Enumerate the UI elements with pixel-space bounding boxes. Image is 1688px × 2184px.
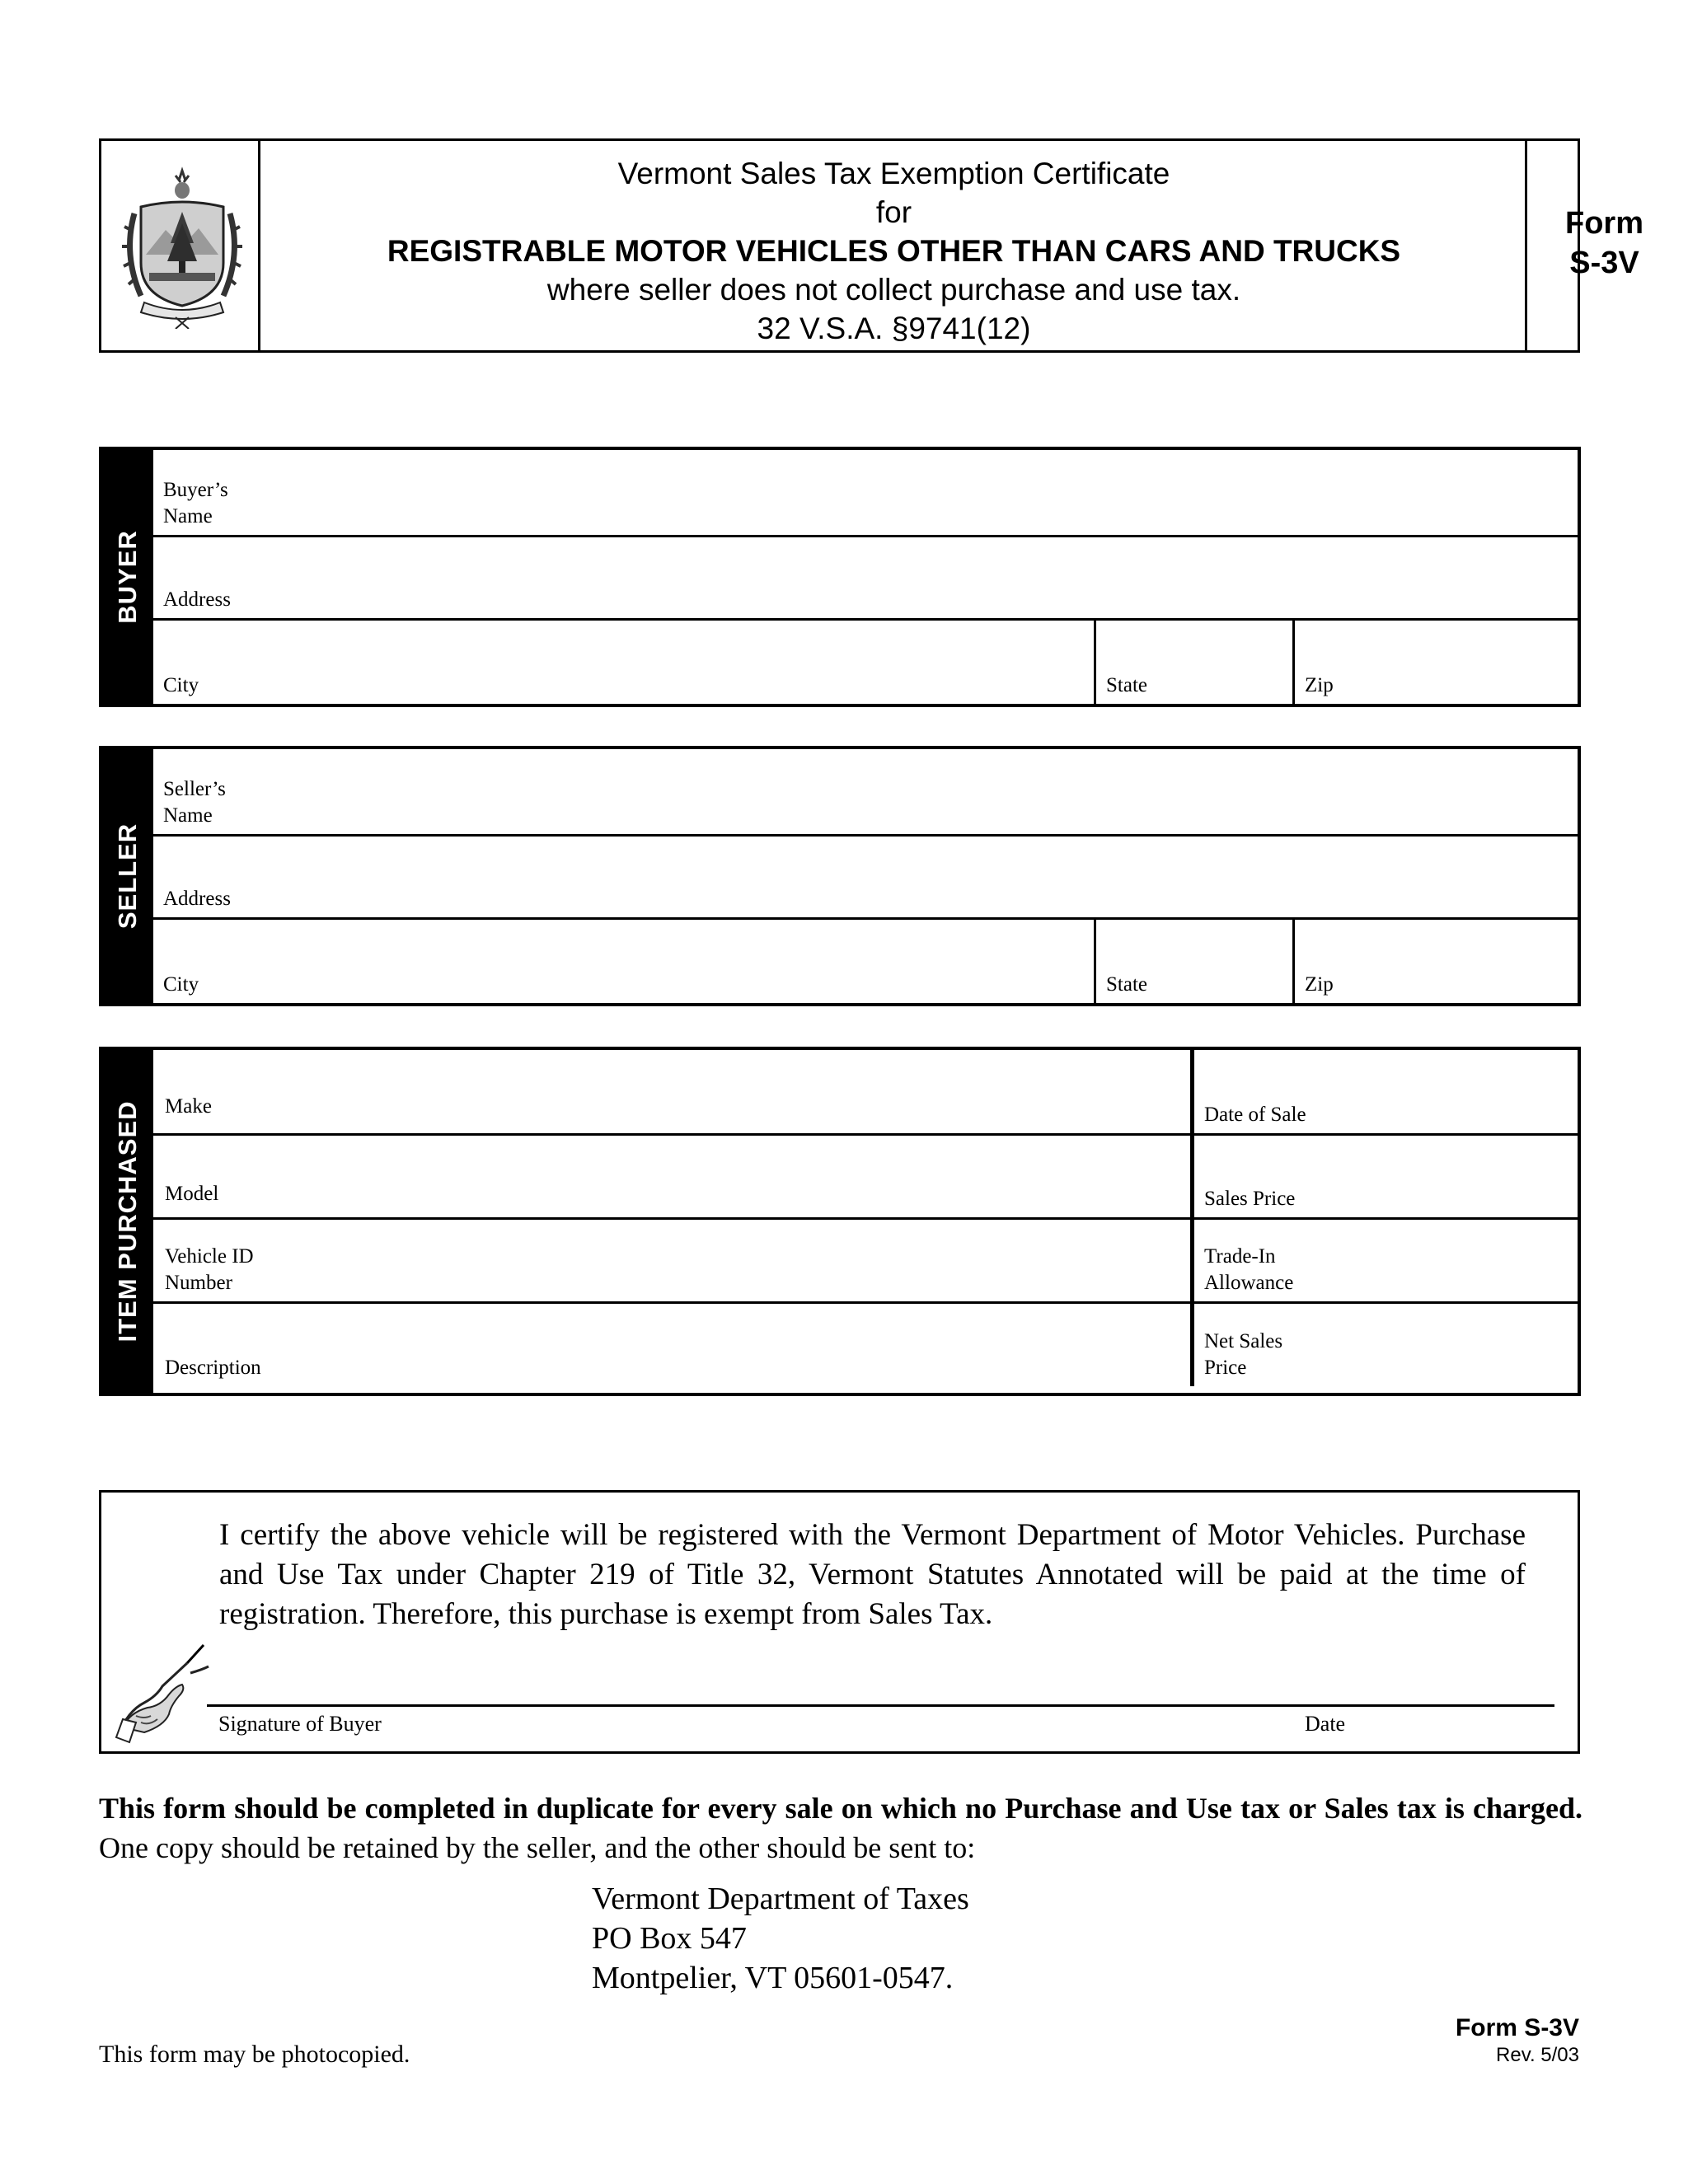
footer-revision: Rev. 5/03 <box>1496 2044 1579 2066</box>
buyer-address-field[interactable] <box>153 537 1578 621</box>
footer-form-id <box>1456 2013 1579 2068</box>
signature-label: Signature of Buyer <box>218 1712 382 1736</box>
address-line-3: Montpelier, VT 05601-0547. <box>592 1961 954 1995</box>
seller-address-label: Address <box>163 888 231 910</box>
seller-city-label: City <box>163 973 199 996</box>
seller-side-label: SELLER <box>113 823 142 930</box>
model-label: Model <box>165 1183 219 1205</box>
buyer-side-label: BUYER <box>113 530 142 624</box>
item-side-label: ITEM PURCHASED <box>113 1100 142 1343</box>
buyer-section <box>99 447 1581 707</box>
buyer-state-field[interactable] <box>1094 621 1292 704</box>
model-field[interactable] <box>153 1136 1190 1217</box>
title-block <box>260 141 1527 350</box>
form-id-cell <box>1525 141 1681 350</box>
footer-form-number: Form S-3V <box>1455 2014 1579 2041</box>
photocopy-note: This form may be photocopied. <box>99 2041 410 2068</box>
signature-date-label: Date <box>1305 1712 1346 1736</box>
seller-state-field[interactable] <box>1094 920 1292 1003</box>
seller-zip-field[interactable] <box>1292 920 1578 1003</box>
sales-price-label: Sales Price <box>1204 1188 1296 1210</box>
buyer-state-label: State <box>1106 674 1147 696</box>
seller-zip-label: Zip <box>1305 973 1334 996</box>
seller-side-bar <box>102 749 153 1003</box>
form-number: S-3V <box>1569 246 1639 280</box>
date-of-sale-field[interactable] <box>1190 1050 1578 1133</box>
instructions-bold: This form should be completed in duplicate for every sale on which no Purchase and Use tax or Sales tax is charged. <box>99 1792 1582 1825</box>
vehicle-id-label: Vehicle ID Number <box>165 1245 254 1294</box>
item-row-2 <box>153 1136 1578 1220</box>
buyer-name-label: Buyer’s Name <box>163 479 228 527</box>
certification-box <box>99 1490 1580 1754</box>
seller-name-field[interactable] <box>153 749 1578 837</box>
make-field[interactable] <box>153 1050 1190 1133</box>
trade-in-field[interactable] <box>1190 1220 1578 1301</box>
mailing-address <box>592 1879 969 1998</box>
instructions-normal: One copy should be retained by the seller, and the other should be sent to: <box>99 1831 976 1864</box>
seller-section <box>99 746 1581 1006</box>
sales-price-field[interactable] <box>1190 1136 1578 1217</box>
net-sales-price-label: Net Sales Price <box>1204 1330 1283 1379</box>
buyer-side-bar <box>102 450 153 704</box>
buyer-city-row <box>153 621 1578 704</box>
seller-state-label: State <box>1106 973 1147 996</box>
title-line-2: for <box>875 195 912 229</box>
certification-text: I certify the above vehicle will be registered with the Vermont Department of Motor Vehicles. Purchase and Use Tax under Chapter 219 of Title 32, Vermont Statutes Annotated will be paid at the time of registration. Therefore, this purchase is exempt from Sales Tax. <box>219 1518 1526 1631</box>
title-line-3: REGISTRABLE MOTOR VEHICLES OTHER THAN CARS AND TRUCKS <box>387 234 1401 268</box>
vermont-seal-icon <box>116 164 248 329</box>
buyer-name-field[interactable] <box>153 450 1578 537</box>
buyer-zip-label: Zip <box>1305 674 1334 696</box>
seller-city-field[interactable] <box>153 920 1094 1003</box>
title-line-1: Vermont Sales Tax Exemption Certificate <box>617 157 1170 190</box>
buyer-address-label: Address <box>163 588 231 611</box>
item-row-1 <box>153 1050 1578 1136</box>
seal-cell <box>101 141 260 350</box>
hand-writing-icon <box>111 1637 210 1744</box>
vehicle-id-field[interactable] <box>153 1220 1190 1301</box>
title-line-5: 32 V.S.A. §9741(12) <box>757 312 1031 345</box>
address-line-1: Vermont Department of Taxes <box>592 1882 969 1916</box>
instructions-paragraph <box>99 1788 1582 1868</box>
address-line-2: PO Box 547 <box>592 1921 747 1956</box>
buyer-city-field[interactable] <box>153 621 1094 704</box>
net-sales-price-field[interactable] <box>1190 1304 1578 1386</box>
item-row-4 <box>153 1304 1578 1386</box>
description-field[interactable] <box>153 1304 1190 1386</box>
seller-city-row <box>153 920 1578 1003</box>
buyer-zip-field[interactable] <box>1292 621 1578 704</box>
item-row-3 <box>153 1220 1578 1304</box>
seller-name-label: Seller’s Name <box>163 778 226 827</box>
description-label: Description <box>165 1357 261 1379</box>
signature-line[interactable] <box>207 1704 1554 1707</box>
make-label: Make <box>165 1095 212 1118</box>
item-side-bar <box>102 1050 153 1393</box>
date-of-sale-label: Date of Sale <box>1204 1104 1306 1126</box>
item-purchased-section <box>99 1047 1581 1396</box>
form-word: Form <box>1565 206 1643 241</box>
form-header <box>99 138 1643 353</box>
seller-address-field[interactable] <box>153 837 1578 920</box>
title-line-4: where seller does not collect purchase and use tax. <box>546 273 1241 307</box>
buyer-city-label: City <box>163 674 199 696</box>
trade-in-label: Trade-In Allowance <box>1204 1245 1294 1294</box>
